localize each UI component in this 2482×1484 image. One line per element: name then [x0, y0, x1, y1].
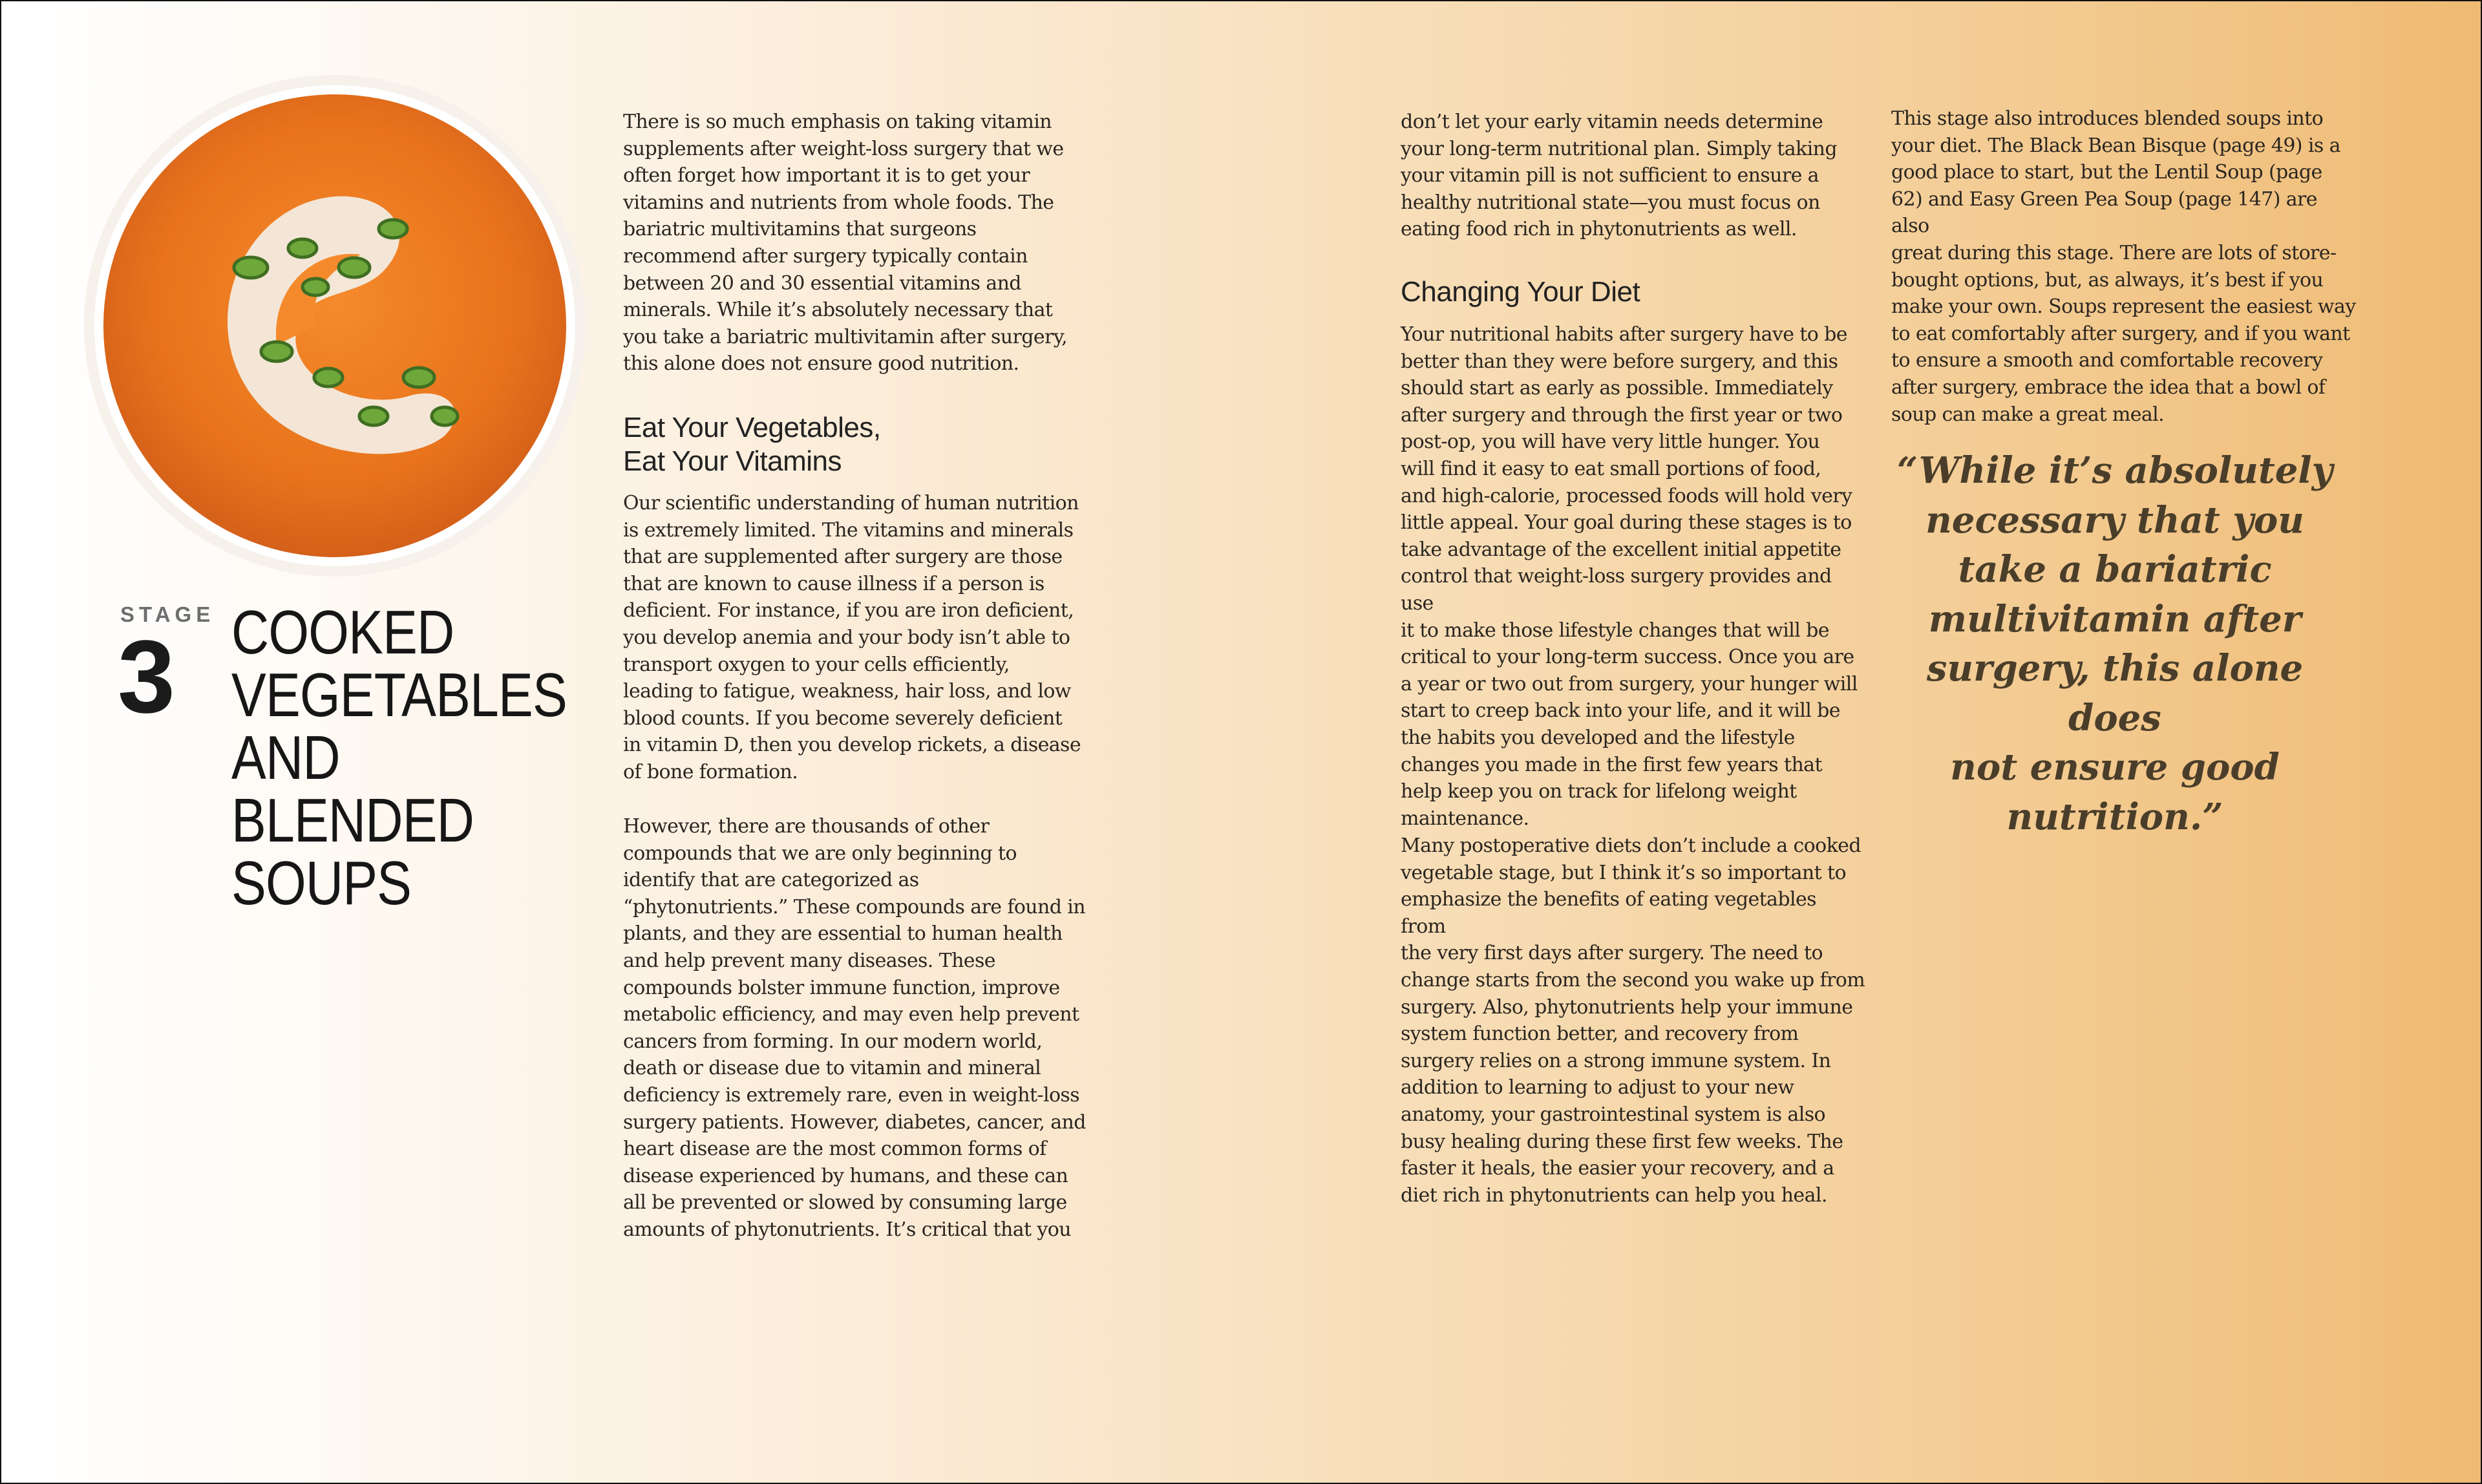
col2-heading: Changing Your Diet [1401, 276, 1640, 308]
col3-paragraph-1: This stage also introduces blended soups into your diet. The Black Bean Bisque (page 49) is a good place to start, but the Lentil Soup (page 62) and Easy Green Pea Soup (page 147) are also great during this stage. There are lots of store- bought options, but, as always, it’s best if you make your own. Soups represent the easiest way to eat comfortably after surgery, and if you want to ensure a smooth and comfortable recovery after surgery, embrace the idea that a bowl of soup can make a great meal. [1891, 107, 2356, 426]
col1-paragraph-3: However, there are thousands of other compounds that we are only beginning to identify that are categorized as “phytonutrients.” These compounds are found in plants, and they are essential to human health and help prevent many diseases. These compounds bolster immune function, improve metabolic efficiency, and may even help prevent cancers from forming. In our modern world, death or disease due to vitamin and mineral deficiency is extremely rare, even in weight-loss surgery patients. However, diabetes, cancer, and heart disease are the most common forms of disease experienced by humans, and these can all be prevented or slowed by consuming large amounts of phytonutrients. It’s critical that you [623, 815, 1086, 1241]
col1-paragraph-2: Our scientific understanding of human nutrition is extremely limited. The vitamins and minerals that are supplemented after surgery are those that are known to cause illness if a person is deficient. For instance, if you are iron deficient, you develop anemia and your body isn’t able to transport oxygen to your cells efficiently, leading to fatigue, weakness, hair loss, and low blood counts. If you become severely deficient in vitamin D, then you develop rickets, a disease of bone formation. [623, 492, 1081, 783]
stage-label: STAGE [120, 602, 215, 626]
col2-paragraph-1: don’t let your early vitamin needs determine your long-term nutritional plan. Simply taking your vitamin pill is not sufficient to ensure a healthy nutritional state—you must focus on eating food rich in phytonutrients as well. [1401, 111, 1837, 241]
col1-heading: Eat Your Vegetables, Eat Your Vitamins [623, 412, 881, 477]
col2-paragraph-3: Many postoperative diets don’t include a cooked vegetable stage, but I think it’s so important to emphasize the benefits of eating vegetables from the very first days after surgery. The need to change starts from the second you wake up from surgery. Also, phytonutrients help your immune system function better, and recovery from surgery relies on a strong immune system. In addition to learning to adjust to your new anatomy, your gastrointestinal system is also busy healing during these first few weeks. The faster it heals, the easier your recovery, and a diet rich in phytonutrients can help you heal. [1401, 834, 1865, 1207]
soup-bowl-photo [83, 74, 587, 578]
col1-intro-paragraph: There is so much emphasis on taking vitamin supplements after weight-loss surgery that we often forget how important it is to get your vitamins and nutrients from whole foods. The bariatric multivitamins that surgeons recommend after surgery typically contain between 20 and 30 essential vitamins and minerals. While it’s absolutely necessary that you take a bariatric multivitamin after surgery, this alone does not ensure good nutrition. [623, 111, 1068, 376]
col2-paragraph-2: Your nutritional habits after surgery have to be better than they were before surgery, and this should start as early as possible. Immediately after surgery and through the first year or two post-op, you will have very little hunger. You will find it easy to eat small portions of food, and high-calorie, processed foods will hold very little appeal. Your goal during these stages is to take advantage of the excellent initial appetite control that weight-loss surgery provides and use it to make those lifestyle changes that will be critical to your long-term success. Once you are a year or two out from surgery, your hunger will start to creep back into your life, and it will be the habits you developed and the lifestyle changes you made in the first few years that help keep you on track for lifelong weight maintenance. [1401, 323, 1858, 830]
chapter-title: COOKED VEGETABLES AND BLENDED SOUPS [231, 598, 567, 918]
stage-number: 3 [118, 619, 175, 734]
pull-quote: “While it’s absolutely necessary that you take a bariatric multivitamin after surgery, this alone does not ensure good nutrition.” [1896, 449, 2333, 838]
